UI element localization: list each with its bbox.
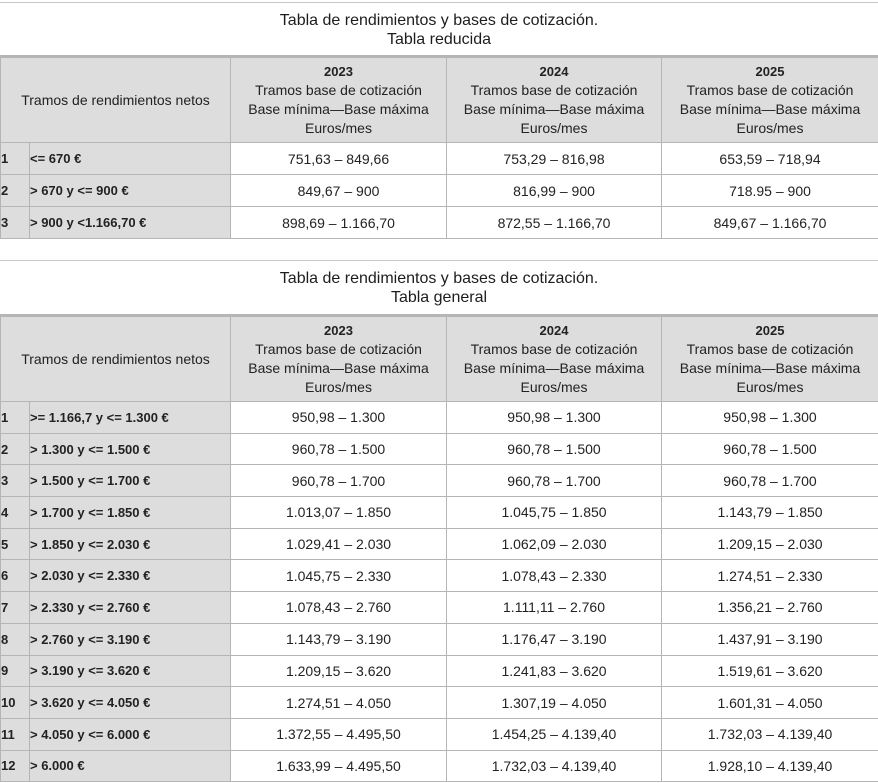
cell-2023: 1.633,99 – 4.495,50 [231, 750, 447, 782]
row-number: 1 [1, 402, 30, 434]
col-header-2024 [447, 58, 662, 143]
table-row [1, 143, 878, 175]
cell-2024: 1.062,09 – 2.030 [447, 528, 662, 560]
table-row [1, 528, 878, 560]
header-line: Euros/mes [305, 379, 372, 395]
header-line: Tramos base de cotización [686, 341, 854, 357]
cell-2023: 1.013,07 – 1.850 [231, 497, 447, 529]
row-number: 2 [1, 175, 30, 207]
col-header-2024 [447, 317, 662, 402]
row-number: 7 [1, 592, 30, 624]
cell-2025: 1.732,03 – 4.139,40 [662, 718, 878, 750]
cell-2024: 1.307,19 – 4.050 [447, 687, 662, 719]
header-line: Tramos base de cotización [255, 341, 422, 357]
row-tramo: <= 670 € [30, 143, 231, 175]
row-number: 5 [1, 528, 30, 560]
cell-2023: 1.372,55 – 4.495,50 [231, 718, 447, 750]
header-line: Base mínima—Base máxima [463, 101, 645, 117]
row-tramo: > 4.050 y <= 6.000 € [30, 718, 231, 750]
table-subtitle: Tabla reducida [386, 31, 492, 48]
row-tramo: > 900 y <1.166,70 € [30, 207, 231, 239]
row-number: 3 [1, 465, 30, 497]
row-tramo: > 1.850 y <= 2.030 € [30, 528, 231, 560]
row-number: 10 [1, 687, 30, 719]
cell-2024: 950,98 – 1.300 [447, 402, 662, 434]
header-line: Tramos base de cotización [255, 82, 422, 98]
header-line: Base mínima—Base máxima [248, 360, 429, 376]
table-row [1, 402, 878, 434]
row-number: 9 [1, 655, 30, 687]
cell-2024: 872,55 – 1.166,70 [447, 207, 662, 239]
row-number: 8 [1, 623, 30, 655]
cell-2024: 1.111,11 – 2.760 [447, 592, 662, 624]
row-tramo: > 1.500 y <= 1.700 € [30, 465, 231, 497]
table-general-section [0, 261, 878, 782]
table-subtitle: Tabla general [390, 289, 488, 306]
table-row [1, 592, 878, 624]
cell-2025: 1.928,10 – 4.139,40 [662, 750, 878, 782]
cell-2023: 1.045,75 – 2.330 [231, 560, 447, 592]
table-row [1, 465, 878, 497]
row-number: 4 [1, 497, 30, 529]
row-tramo: >= 1.166,7 y <= 1.300 € [30, 402, 231, 434]
table-general-body [1, 402, 878, 782]
year-label: 2025 [755, 64, 785, 79]
row-tramo: > 2.760 y <= 3.190 € [30, 623, 231, 655]
row-number: 12 [1, 750, 30, 782]
col-header-2023 [231, 317, 447, 402]
cell-2025: 1.601,31 – 4.050 [662, 687, 878, 719]
header-line: Base mínima—Base máxima [463, 360, 645, 376]
table-row [1, 655, 878, 687]
cell-2023: 849,67 – 900 [231, 175, 447, 207]
cell-2025: 1.209,15 – 2.030 [662, 528, 878, 560]
table-general [0, 316, 878, 782]
cell-2024: 1.078,43 – 2.330 [447, 560, 662, 592]
cell-2025: 1.274,51 – 2.330 [662, 560, 878, 592]
cell-2025: 849,67 – 1.166,70 [662, 207, 878, 239]
table-caption [0, 2, 878, 57]
year-label: 2023 [324, 323, 353, 338]
cell-2023: 960,78 – 1.700 [231, 465, 447, 497]
cell-2024: 816,99 – 900 [447, 175, 662, 207]
table-row [1, 175, 878, 207]
cell-2024: 1.454,25 – 4.139,40 [447, 718, 662, 750]
cell-2025: 950,98 – 1.300 [662, 402, 878, 434]
cell-2024: 1.241,83 – 3.620 [447, 655, 662, 687]
cell-2023: 1.143,79 – 3.190 [231, 623, 447, 655]
cell-2025: 960,78 – 1.700 [662, 465, 878, 497]
row-tramo: > 2.030 y <= 2.330 € [30, 560, 231, 592]
header-line: Euros/mes [736, 120, 804, 136]
cell-2024: 753,29 – 816,98 [447, 143, 662, 175]
row-tramo: > 3.620 y <= 4.050 € [30, 687, 231, 719]
row-tramo: > 1.700 y <= 1.850 € [30, 497, 231, 529]
table-reducida-section [0, 2, 878, 239]
header-line: Euros/mes [520, 379, 588, 395]
cell-2024: 960,78 – 1.700 [447, 465, 662, 497]
cell-2025: 1.437,91 – 3.190 [662, 623, 878, 655]
table-title: Tabla de rendimientos y bases de cotización. [279, 270, 599, 287]
year-label: 2023 [324, 64, 353, 79]
cell-2023: 751,63 – 849,66 [231, 143, 447, 175]
table-row [1, 718, 878, 750]
table-row [1, 623, 878, 655]
table-header-row [1, 317, 878, 402]
table-row [1, 207, 878, 239]
table-reducida [0, 57, 878, 239]
cell-2025: 718.95 – 900 [662, 175, 878, 207]
header-line: Euros/mes [305, 120, 372, 136]
year-label: 2025 [755, 323, 785, 338]
row-tramo: > 6.000 € [30, 750, 231, 782]
row-tramo: > 2.330 y <= 2.760 € [30, 592, 231, 624]
row-tramo: > 3.190 y <= 3.620 € [30, 655, 231, 687]
cell-2025: 1.143,79 – 1.850 [662, 497, 878, 529]
col-header-tramos: Tramos de rendimientos netos [1, 58, 231, 143]
cell-2023: 950,98 – 1.300 [231, 402, 447, 434]
cell-2025: 960,78 – 1.500 [662, 433, 878, 465]
table-row [1, 433, 878, 465]
header-line: Base mínima—Base máxima [248, 101, 429, 117]
col-header-tramos: Tramos de rendimientos netos [1, 317, 231, 402]
table-caption [0, 261, 878, 316]
cell-2024: 1.045,75 – 1.850 [447, 497, 662, 529]
cell-2023: 1.274,51 – 4.050 [231, 687, 447, 719]
col-header-2025 [662, 317, 878, 402]
cell-2025: 1.519,61 – 3.620 [662, 655, 878, 687]
header-line: Base mínima—Base máxima [679, 360, 861, 376]
row-tramo: > 670 y <= 900 € [30, 175, 231, 207]
row-number: 11 [1, 718, 30, 750]
header-line: Tramos base de cotización [470, 82, 638, 98]
table-title: Tabla de rendimientos y bases de cotización. [279, 12, 599, 29]
row-tramo: > 1.300 y <= 1.500 € [30, 433, 231, 465]
header-line: Tramos base de cotización [686, 82, 854, 98]
cell-2023: 960,78 – 1.500 [231, 433, 447, 465]
cell-2024: 1.176,47 – 3.190 [447, 623, 662, 655]
year-label: 2024 [539, 64, 569, 79]
table-row [1, 560, 878, 592]
row-number: 2 [1, 433, 30, 465]
cell-2024: 1.732,03 – 4.139,40 [447, 750, 662, 782]
cell-2023: 1.029,41 – 2.030 [231, 528, 447, 560]
year-label: 2024 [539, 323, 569, 338]
row-number: 6 [1, 560, 30, 592]
col-header-2023 [231, 58, 447, 143]
cell-2024: 960,78 – 1.500 [447, 433, 662, 465]
cell-2023: 1.209,15 – 3.620 [231, 655, 447, 687]
row-number: 3 [1, 207, 30, 239]
table-header-row [1, 58, 878, 143]
cell-2025: 1.356,21 – 2.760 [662, 592, 878, 624]
header-line: Base mínima—Base máxima [679, 101, 861, 117]
col-header-2025 [662, 58, 878, 143]
table-row [1, 750, 878, 782]
header-line: Tramos base de cotización [470, 341, 638, 357]
table-row [1, 497, 878, 529]
cell-2023: 898,69 – 1.166,70 [231, 207, 447, 239]
header-line: Euros/mes [520, 120, 588, 136]
header-line: Euros/mes [736, 379, 804, 395]
table-row [1, 687, 878, 719]
cell-2025: 653,59 – 718,94 [662, 143, 878, 175]
row-number: 1 [1, 143, 30, 175]
cell-2023: 1.078,43 – 2.760 [231, 592, 447, 624]
